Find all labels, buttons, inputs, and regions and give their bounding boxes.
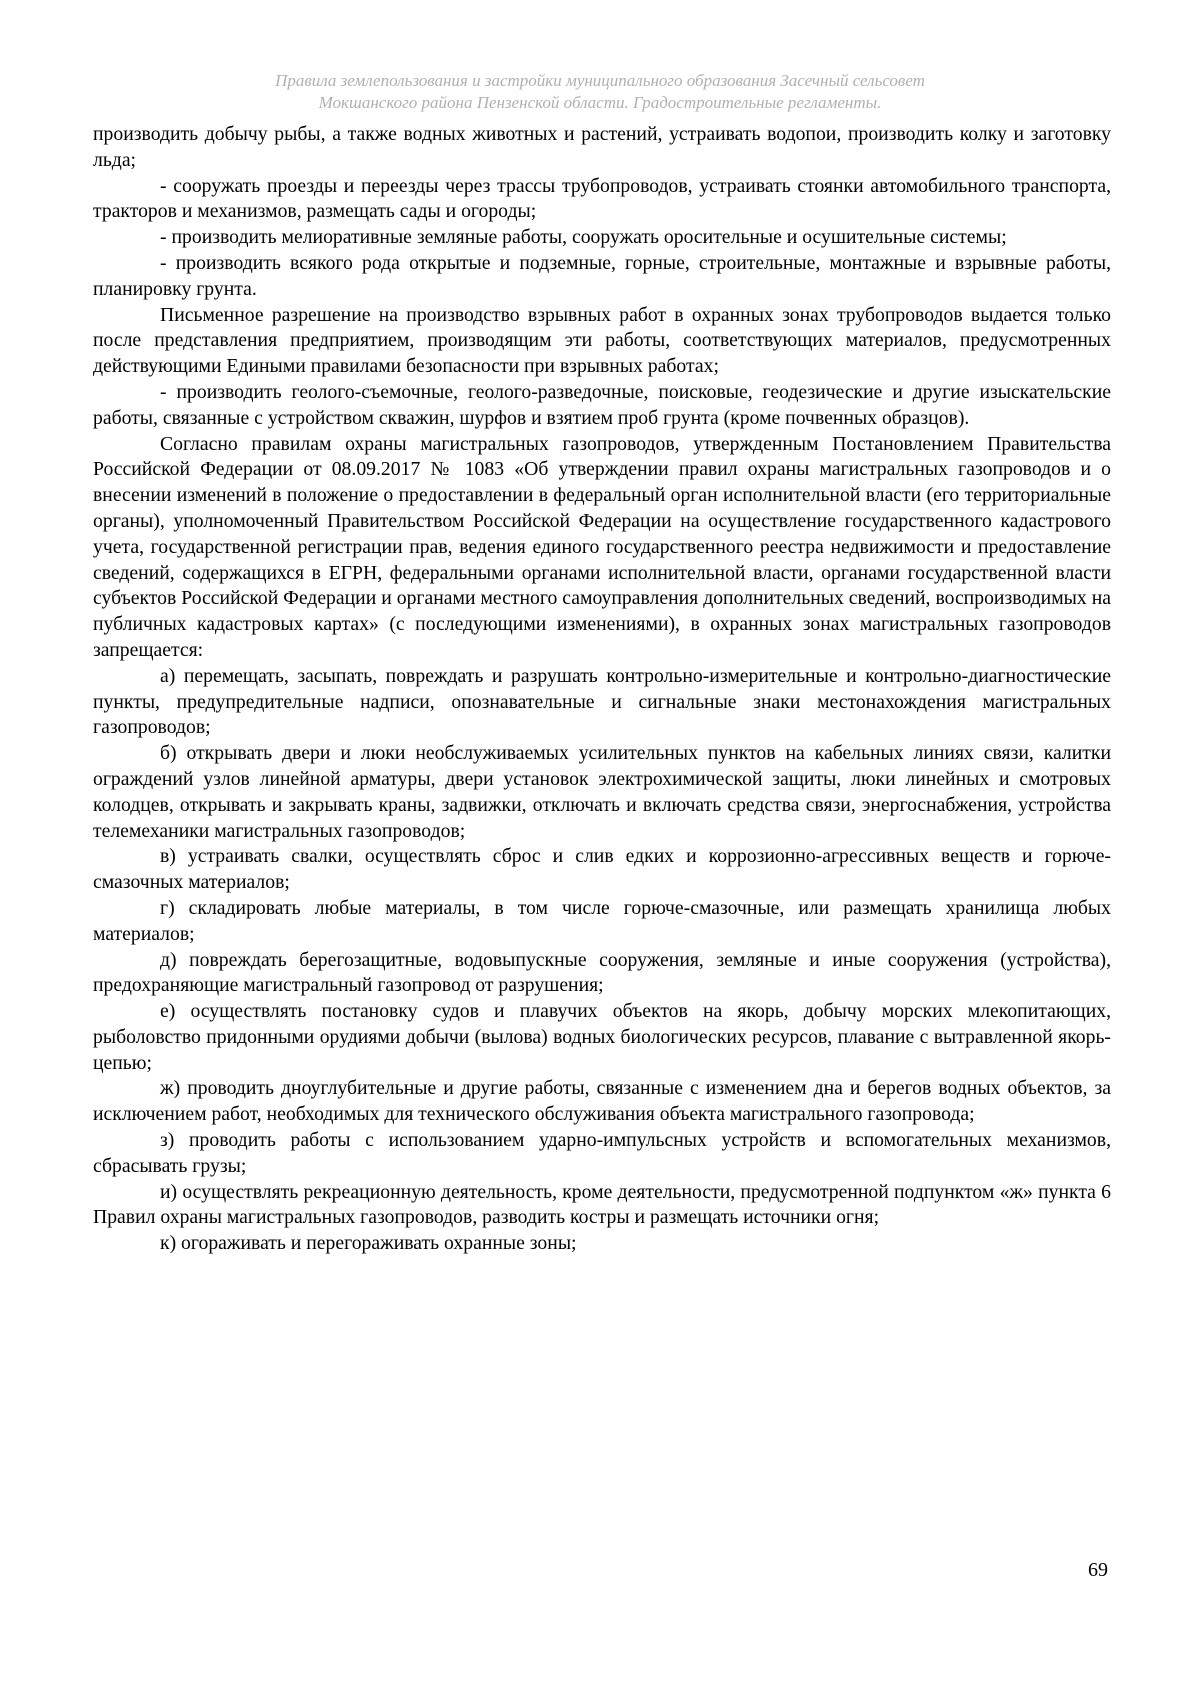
running-header [90,70,1110,114]
paragraph-item: в) устраивать свалки, осуществлять сброс и слив едких и коррозионно-агрессивных веществ и горюче-смазочных материалов; [93,845,1111,894]
paragraph-continuation: производить добычу рыбы, а также водных животных и растений, устраивать водопои, производить колку и заготовку льда; [93,123,1111,171]
paragraph-item: д) повреждать берегозащитные, водовыпускные сооружения, земляные и иные сооружения (устройства), предохраняющие магистральный газопровод от разрушения; [93,948,1111,997]
paragraph: Письменное разрешение на производство взрывных работ в охранных зонах трубопроводов выдается только после представления предприятием, производящим эти работы, соответствующих материалов, предусмотренных действующими Едиными правилами безопасности при взрывных работах; [93,303,1111,378]
running-header-line-2: Мокшанского района Пензенской области. Градостроительные регламенты. [318,93,882,112]
page-number: 69 [1088,1559,1108,1581]
paragraph-item: з) проводить работы с использованием ударно-импульсных устройств и вспомогательных механизмов, сбрасывать грузы; [93,1129,1111,1177]
paragraph-item: а) перемещать, засыпать, повреждать и разрушать контрольно-измерительные и контрольно-диагностические пункты, предупредительные надписи, опознавательные и сигнальные знаки местонахождения магистральных газопроводов; [93,664,1111,739]
paragraph-item: - производить мелиоративные земляные работы, сооружать оросительные и осушительные системы; [160,226,1007,249]
paragraph-item: ж) проводить дноуглубительные и другие работы, связанные с изменением дна и берегов водных объектов, за исключением работ, необходимых для технического обслуживания объекта магистрального газопровода; [93,1077,1111,1126]
paragraph: Согласно правилам охраны магистральных газопроводов, утвержденным Постановлением Правительства Российской Федерации от 08.09.2017 № 1083 «Об утверждении правил охраны магистральных газопроводов и о внесении изменений в положение о предоставлении в федеральный орган исполнительной власти (его территориальные органы), уполномоченный Правительством Российской Федерации на осуществление государственного кадастрового учета, государственной регистрации прав, ведения единого государственного реестра недвижимости и предоставление сведений, содержащихся в ЕГРН, федеральными органами исполнительной власти, органами государственной власти субъектов Российской Федерации и органами местного самоуправления дополнительных сведений, воспроизводимых на публичных кадастровых картах» (с последующими изменениями), в охранных зонах магистральных газопроводов запрещается: [93,432,1111,661]
paragraph-item: и) осуществлять рекреационную деятельность, кроме деятельности, предусмотренной подпунктом «ж» пункта 6 Правил охраны магистральных газопроводов, разводить костры и размещать источники огня; [93,1180,1111,1229]
paragraph-item: к) огораживать и перегораживать охранные зоны; [160,1232,577,1255]
paragraph-item: е) осуществлять постановку судов и плавучих объектов на якорь, добычу морских млекопитающих, рыболовство придонными орудиями добычи (вылова) водных биологических ресурсов, плавание с вытравленной якорь-цепью; [93,1000,1111,1074]
document-body [93,122,1111,1257]
paragraph-item: г) складировать любые материалы, в том числе горюче-смазочные, или размещать хранилища любых материалов; [93,896,1111,945]
paragraph-item: б) открывать двери и люки необслуживаемых усилительных пунктов на кабельных линиях связи, калитки ограждений узлов линейной арматуры, двери установок электрохимической защиты, люки линейных и смотровых колодцев, открывать и закрывать краны, задвижки, отключать и включать средства связи, энергоснабжения, устройства телемеханики магистральных газопроводов; [93,742,1111,842]
paragraph-item: - сооружать проезды и переезды через трассы трубопроводов, устраивать стоянки автомобильного транспорта, тракторов и механизмов, размещать сады и огороды; [93,174,1111,223]
running-header-line-1: Правила землепользования и застройки муниципального образования Засечный сельсовет [275,71,925,90]
paragraph-item: - производить геолого-съемочные, геолого-разведочные, поисковые, геодезические и другие изыскательские работы, связанные с устройством скважин, шурфов и взятием проб грунта (кроме почвенных образцов). [93,380,1111,429]
paragraph-item: - производить всякого рода открытые и подземные, горные, строительные, монтажные и взрывные работы, планировку грунта. [93,251,1111,300]
